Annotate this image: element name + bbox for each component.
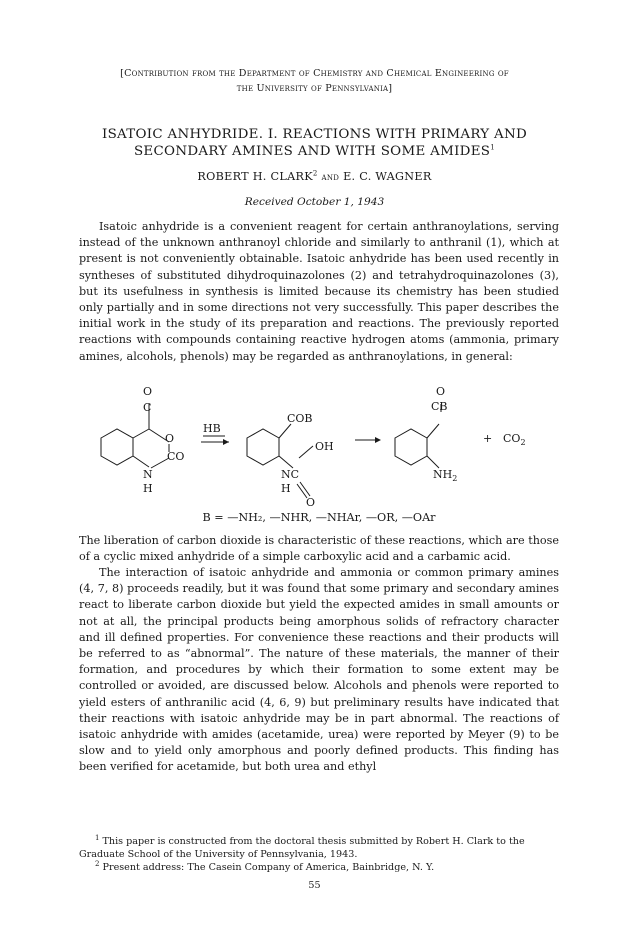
scheme-o-bottom: O	[306, 496, 316, 508]
footnote-2-mark: 2	[95, 859, 100, 868]
arrow-2-head	[375, 437, 381, 443]
footnote-1-text: This paper is constructed from the doctoral thesis submitted by Robert H. Clark to the Graduate School of the University of Pennsylvania, 1943.	[79, 836, 525, 860]
intermediate-structure	[247, 424, 313, 498]
scheme-co-ring: CO	[167, 450, 185, 463]
title-line-2	[60, 143, 569, 160]
scheme-oh: OH	[315, 440, 334, 453]
scheme-plus: +	[483, 432, 493, 445]
scheme-co2	[503, 432, 526, 447]
title-footnote-ref: 1	[490, 143, 496, 152]
b-definition: B = —NH₂, —NHR, —NHAr, —OR, —OAr	[202, 511, 436, 524]
footnote-1-mark: 1	[95, 833, 100, 842]
benzene-ring-left	[101, 429, 133, 465]
title-line-1: ISATOIC ANHYDRIDE. I. REACTIONS WITH PRIMARY AND	[101, 127, 528, 142]
author-1-footnote-ref: 2	[312, 169, 318, 178]
benzene-ring-right	[395, 429, 427, 465]
scheme-c-left: C	[143, 401, 152, 414]
scheme-co2-text: CO	[503, 432, 521, 445]
author-line	[60, 170, 569, 183]
scheme-n-left: N	[143, 468, 153, 481]
product-structure	[395, 404, 441, 468]
reaction-scheme	[79, 380, 559, 508]
contribution-header	[60, 66, 569, 96]
author-1: ROBERT H. CLARK	[197, 170, 313, 183]
isatoic-anhydride-structure	[101, 404, 169, 468]
article-title	[60, 126, 569, 160]
scheme-cob: COB	[287, 412, 313, 425]
scheme-o-top-left: O	[143, 385, 153, 398]
scheme-o-ring: O	[165, 432, 175, 445]
author-2: E. C. WAGNER	[343, 170, 432, 183]
scheme-co2-sub: 2	[520, 438, 526, 447]
footnote-2-text: Present address: The Casein Company of America, Bainbridge, N. Y.	[102, 862, 435, 873]
scheme-h-left: H	[143, 482, 153, 495]
scheme-cb: CB	[431, 400, 448, 413]
paragraph-1: Isatoic anhydride is a convenient reagent for certain anthranoylations, serving instead of the unknown anthranoyl chloride and similarly to anthranil (1), which at present is not conveniently obtainable. Isatoic anhydride has been used recently in syntheses of substituted dihydroquinazolones (2) and tetrahydroquinazolones (3), but its usefulness in synthesis is limited because its chemistry has been studied only partially and in some directions not very successfully. This paper describes the initial work in the study of its preparation and reactions. The previously reported reactions with compounds containing reactive hydrogen atoms (ammonia, primary amines, alcohols, phenols) may be regarded as anthranoylations, in general:	[79, 220, 559, 363]
footnote-1	[79, 835, 559, 861]
paragraph-3: The interaction of isatoic anhydride and ammonia or common primary amines (4, 7, 8) proceeds readily, but it was found that some primary and secondary amines react to liberate carbon dioxide but yield the expected amides in small amounts or not at all, the principal products being amorphous solids of refractory character and ill defined properties. For convenience these reactions and their products will be referred to as “abnormal”. The nature of these materials, the manner of their formation, and procedures by which their formation to some extent may be controlled or avoided, are discussed below. Alcohols and phenols were reported to yield esters of anthranilic acid (4, 6, 9) but preliminary results have indicated that their reactions with isatoic anhydride may be in part abnormal. The reactions of isatoic anhydride with amides (acetamide, urea) were reported by Meyer (9) to be slow and to yield only amorphous and poorly defined products. This finding has been verified for acetamide, but both urea and ethyl	[79, 566, 559, 774]
scheme-reagent: HB	[203, 422, 221, 435]
contribution-line-1: [Contribution from the Department of Chemistry and Chemical Engineering of	[120, 68, 509, 79]
scheme-nh2-text: NH	[433, 468, 453, 481]
author-conjunction: and	[321, 172, 340, 183]
arrow-1-head	[223, 439, 229, 445]
page-number: 55	[308, 880, 321, 891]
contribution-line-2: the University of Pennsylvania]	[236, 83, 393, 94]
paragraph-2: The liberation of carbon dioxide is characteristic of these reactions, which are those of a cyclic mixed anhydride of a simple carboxylic acid and a carbamic acid.	[79, 534, 559, 564]
scheme-nc: NC	[281, 468, 300, 481]
footnotes	[79, 835, 559, 874]
received-date: Received October 1, 1943	[244, 196, 385, 208]
scheme-nh2-sub: 2	[452, 474, 458, 483]
scheme-o-top-right: O	[436, 385, 446, 398]
benzene-ring-middle	[247, 429, 279, 465]
scheme-nh2	[433, 468, 457, 483]
footnote-2	[79, 861, 559, 874]
title-line-2-text: SECONDARY AMINES AND WITH SOME AMIDES	[133, 144, 491, 159]
scheme-h-mid: H	[281, 482, 291, 495]
